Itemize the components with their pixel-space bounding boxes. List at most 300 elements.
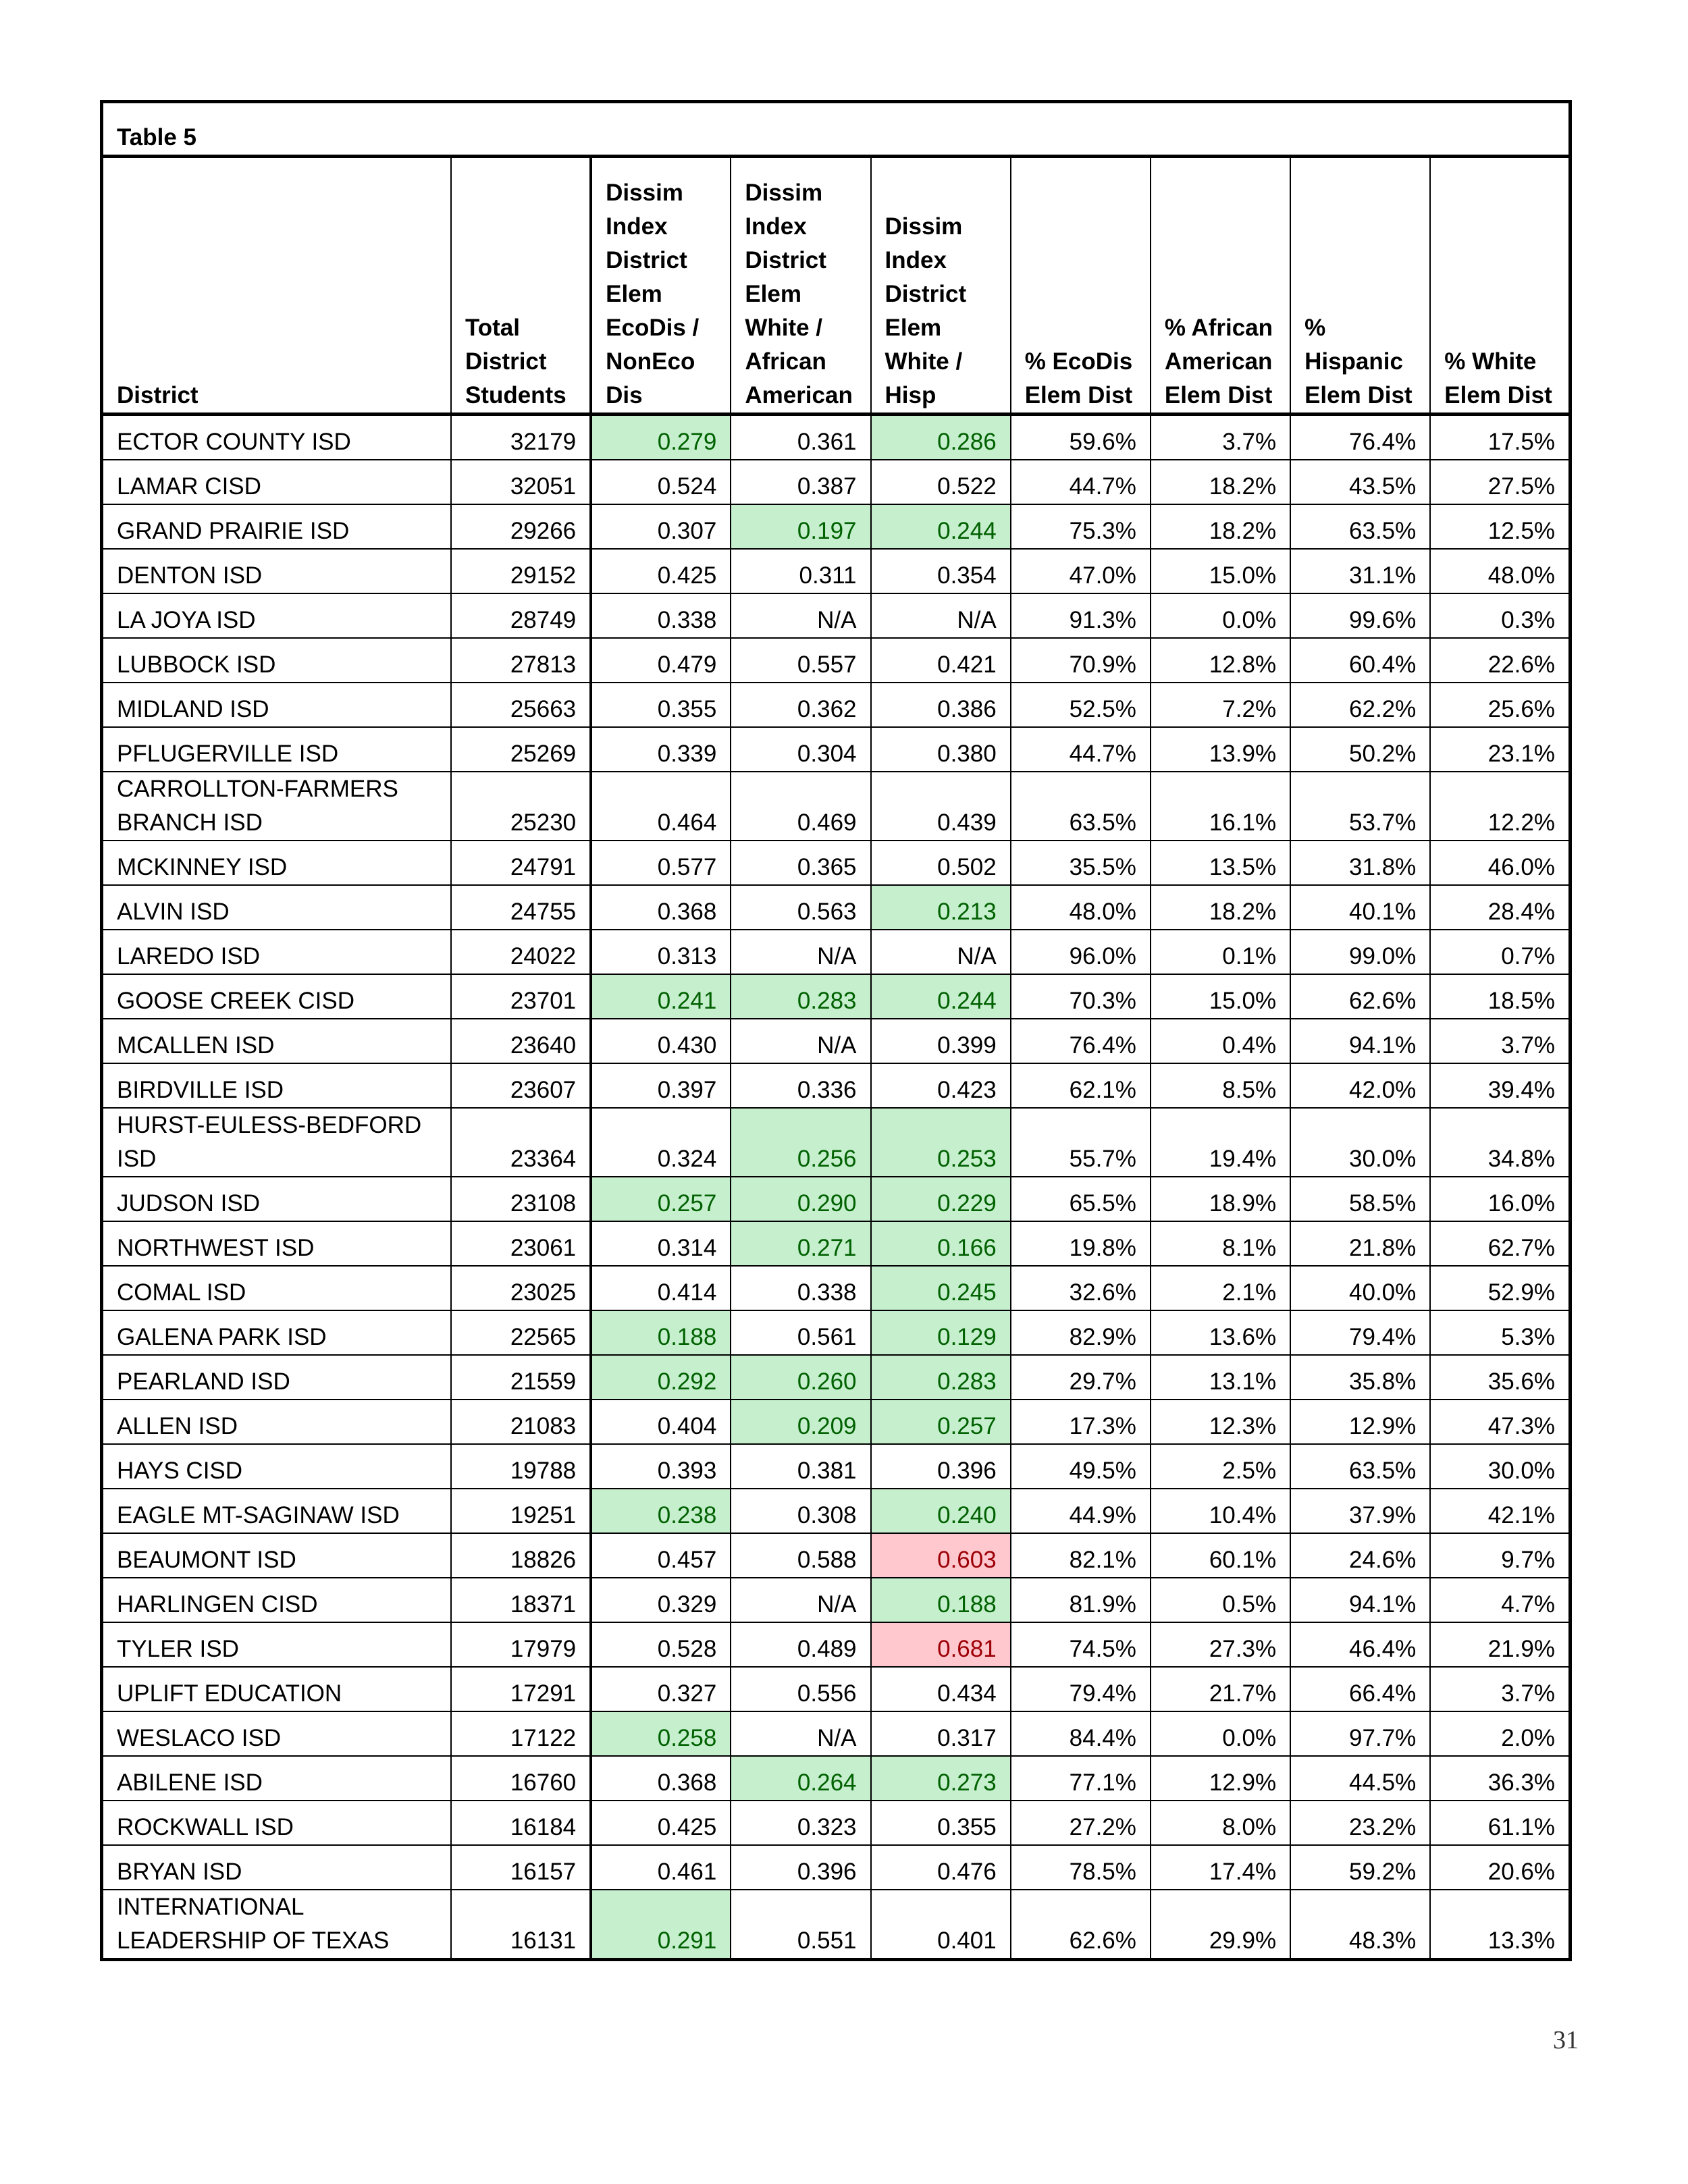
table-cell: 0.469 (731, 772, 870, 841)
table-cell: 18371 (451, 1578, 591, 1622)
table-cell: 27.5% (1430, 460, 1570, 504)
table-cell: N/A (871, 593, 1011, 638)
table-cell: 0.439 (871, 772, 1011, 841)
table-cell: 13.9% (1151, 727, 1290, 772)
table-cell: 96.0% (1011, 930, 1151, 974)
table-cell: 12.9% (1151, 1756, 1290, 1801)
table-cell: 2.0% (1430, 1711, 1570, 1756)
table-caption: Table 5 (102, 102, 1571, 157)
table-cell: 0.362 (731, 683, 870, 727)
table-cell: 3.7% (1151, 415, 1290, 460)
table-cell: 66.4% (1290, 1667, 1430, 1711)
table-cell: 74.5% (1011, 1622, 1151, 1667)
table-cell: 44.7% (1011, 727, 1151, 772)
table-cell: 43.5% (1290, 460, 1430, 504)
table-cell: 0.386 (871, 683, 1011, 727)
table-cell: 50.2% (1290, 727, 1430, 772)
table-cell: N/A (731, 1578, 870, 1622)
district-name-cell: BRYAN ISD (102, 1845, 451, 1890)
table-cell: 28.4% (1430, 885, 1570, 930)
table-cell: 0.396 (871, 1444, 1011, 1489)
table-cell: 60.4% (1290, 638, 1430, 683)
table-row (102, 415, 1571, 460)
table-cell: 0.476 (871, 1845, 1011, 1890)
table-cell: 0.489 (731, 1622, 870, 1667)
table-cell: 0.434 (871, 1667, 1011, 1711)
table-cell: 0.557 (731, 638, 870, 683)
table-cell: 31.8% (1290, 841, 1430, 885)
table-cell: 32179 (451, 415, 591, 460)
table-cell: 0.197 (731, 504, 870, 549)
table-cell: 0.338 (731, 1266, 870, 1310)
table-row (102, 593, 1571, 638)
table-cell: 0.354 (871, 549, 1011, 593)
table-cell: 5.3% (1430, 1310, 1570, 1355)
table-cell: 16157 (451, 1845, 591, 1890)
district-name-cell: JUDSON ISD (102, 1177, 451, 1221)
table-cell: 0.238 (591, 1489, 731, 1533)
table-cell: 0.313 (591, 930, 731, 974)
district-name-cell: PFLUGERVILLE ISD (102, 727, 451, 772)
table-cell: 0.336 (731, 1063, 870, 1108)
table-row (102, 772, 1571, 841)
table-row (102, 930, 1571, 974)
table-cell: 63.5% (1011, 772, 1151, 841)
table-cell: 0.414 (591, 1266, 731, 1310)
table-cell: 42.0% (1290, 1063, 1430, 1108)
district-name-cell: NORTHWEST ISD (102, 1221, 451, 1266)
table-cell: 0.339 (591, 727, 731, 772)
table-cell: 34.8% (1430, 1108, 1570, 1177)
table-cell: 0.522 (871, 460, 1011, 504)
column-header-2: Total District Students (451, 157, 591, 415)
table-cell: 16.1% (1151, 772, 1290, 841)
table-cell: 13.3% (1430, 1890, 1570, 1960)
table-cell: 25663 (451, 683, 591, 727)
district-name-cell: GALENA PARK ISD (102, 1310, 451, 1355)
table-cell: 63.5% (1290, 504, 1430, 549)
table-cell: 82.1% (1011, 1533, 1151, 1578)
page-number: 31 (1553, 2026, 1579, 2054)
district-name-cell: ROCKWALL ISD (102, 1801, 451, 1845)
table-cell: 0.528 (591, 1622, 731, 1667)
district-name-cell: LAMAR CISD (102, 460, 451, 504)
district-name-cell: HURST-EULESS-BEDFORD ISD (102, 1108, 451, 1177)
table-cell: 12.3% (1151, 1400, 1290, 1444)
table-cell: 0.283 (871, 1355, 1011, 1400)
table-cell: 0.430 (591, 1019, 731, 1063)
table-cell: 0.563 (731, 885, 870, 930)
column-header-9: % White Elem Dist (1430, 157, 1570, 415)
table-cell: 55.7% (1011, 1108, 1151, 1177)
table-cell: 62.1% (1011, 1063, 1151, 1108)
table-cell: 0.271 (731, 1221, 870, 1266)
table-cell: 0.380 (871, 727, 1011, 772)
table-cell: 23364 (451, 1108, 591, 1177)
table-cell: 24.6% (1290, 1533, 1430, 1578)
table-cell: 42.1% (1430, 1489, 1570, 1533)
table-cell: 0.329 (591, 1578, 731, 1622)
table-cell: 0.257 (591, 1177, 731, 1221)
table-cell: 0.387 (731, 460, 870, 504)
table-cell: 0.260 (731, 1355, 870, 1400)
table-cell: 18826 (451, 1533, 591, 1578)
table-cell: 24022 (451, 930, 591, 974)
table-cell: 0.7% (1430, 930, 1570, 974)
table-cell: 0.423 (871, 1063, 1011, 1108)
table-cell: 47.0% (1011, 549, 1151, 593)
table-cell: 4.7% (1430, 1578, 1570, 1622)
table-row (102, 1489, 1571, 1533)
table-cell: 0.393 (591, 1444, 731, 1489)
table-cell: 0.588 (731, 1533, 870, 1578)
table-cell: 0.365 (731, 841, 870, 885)
table-row (102, 1310, 1571, 1355)
table-cell: 0.502 (871, 841, 1011, 885)
table-cell: 76.4% (1011, 1019, 1151, 1063)
table-cell: 18.2% (1151, 885, 1290, 930)
table-cell: 0.603 (871, 1533, 1011, 1578)
table-cell: 2.1% (1151, 1266, 1290, 1310)
table-cell: 48.0% (1430, 549, 1570, 593)
table-row (102, 1266, 1571, 1310)
column-header-4: Dissim Index District Elem White / African American (731, 157, 870, 415)
table-cell: 35.5% (1011, 841, 1151, 885)
table-cell: 31.1% (1290, 549, 1430, 593)
district-name-cell: BEAUMONT ISD (102, 1533, 451, 1578)
district-name-cell: ALLEN ISD (102, 1400, 451, 1444)
table-cell: 62.2% (1290, 683, 1430, 727)
district-name-cell: CARROLLTON-FARMERS BRANCH ISD (102, 772, 451, 841)
table-body (102, 415, 1571, 1960)
table-cell: 0.3% (1430, 593, 1570, 638)
table-row (102, 1890, 1571, 1960)
table-cell: 23061 (451, 1221, 591, 1266)
table-cell: 0.461 (591, 1845, 731, 1890)
table-cell: 0.361 (731, 415, 870, 460)
table-cell: 21.9% (1430, 1622, 1570, 1667)
table-row (102, 549, 1571, 593)
table-cell: 17979 (451, 1622, 591, 1667)
table-cell: 23607 (451, 1063, 591, 1108)
table-cell: 23701 (451, 974, 591, 1019)
table-cell: N/A (731, 930, 870, 974)
table-cell: 82.9% (1011, 1310, 1151, 1355)
district-name-cell: COMAL ISD (102, 1266, 451, 1310)
table-cell: 46.4% (1290, 1622, 1430, 1667)
column-header-8: % Hispanic Elem Dist (1290, 157, 1430, 415)
table-row (102, 504, 1571, 549)
table-cell: 17122 (451, 1711, 591, 1756)
table-cell: 53.7% (1290, 772, 1430, 841)
table-cell: 8.5% (1151, 1063, 1290, 1108)
district-name-cell: GOOSE CREEK CISD (102, 974, 451, 1019)
table-cell: 0.577 (591, 841, 731, 885)
table-cell: 0.425 (591, 549, 731, 593)
district-name-cell: LAREDO ISD (102, 930, 451, 974)
table-cell: 62.6% (1290, 974, 1430, 1019)
table-cell: 97.7% (1290, 1711, 1430, 1756)
district-name-cell: PEARLAND ISD (102, 1355, 451, 1400)
table-cell: 48.3% (1290, 1890, 1430, 1960)
table-cell: 0.479 (591, 638, 731, 683)
table-cell: 15.0% (1151, 974, 1290, 1019)
table-cell: 18.2% (1151, 460, 1290, 504)
table-cell: 0.245 (871, 1266, 1011, 1310)
table-cell: 23.1% (1430, 727, 1570, 772)
district-name-cell: ALVIN ISD (102, 885, 451, 930)
table-row (102, 1756, 1571, 1801)
table-cell: 0.425 (591, 1801, 731, 1845)
table-cell: 52.9% (1430, 1266, 1570, 1310)
table-row (102, 1845, 1571, 1890)
table-cell: 94.1% (1290, 1019, 1430, 1063)
table-cell: 27813 (451, 638, 591, 683)
table-cell: 62.6% (1011, 1890, 1151, 1960)
table-cell: 0.290 (731, 1177, 870, 1221)
table-cell: 32051 (451, 460, 591, 504)
table-cell: 35.6% (1430, 1355, 1570, 1400)
table-cell: 12.2% (1430, 772, 1570, 841)
table-cell: 0.229 (871, 1177, 1011, 1221)
table-cell: 0.241 (591, 974, 731, 1019)
table-cell: 0.188 (871, 1578, 1011, 1622)
table-cell: 0.264 (731, 1756, 870, 1801)
table-cell: 99.0% (1290, 930, 1430, 974)
table-cell: 75.3% (1011, 504, 1151, 549)
table-cell: 27.2% (1011, 1801, 1151, 1845)
table-row (102, 1108, 1571, 1177)
table-cell: 10.4% (1151, 1489, 1290, 1533)
table-cell: 0.209 (731, 1400, 870, 1444)
table-cell: 3.7% (1430, 1667, 1570, 1711)
table-cell: 0.256 (731, 1108, 870, 1177)
table-cell: 81.9% (1011, 1578, 1151, 1622)
table-cell: 79.4% (1290, 1310, 1430, 1355)
table-cell: 40.1% (1290, 885, 1430, 930)
table-row (102, 1019, 1571, 1063)
table-cell: 8.0% (1151, 1801, 1290, 1845)
column-header-7: % African American Elem Dist (1151, 157, 1290, 415)
table-cell: 0.0% (1151, 1711, 1290, 1756)
table-cell: 0.240 (871, 1489, 1011, 1533)
table-cell: 0.253 (871, 1108, 1011, 1177)
table-row (102, 1355, 1571, 1400)
table-cell: 29.9% (1151, 1890, 1290, 1960)
table-row (102, 1711, 1571, 1756)
table-cell: 0.279 (591, 415, 731, 460)
table-cell: 25269 (451, 727, 591, 772)
table-cell: 18.5% (1430, 974, 1570, 1019)
table-cell: 19.4% (1151, 1108, 1290, 1177)
table-cell: 23108 (451, 1177, 591, 1221)
table-cell: 59.6% (1011, 415, 1151, 460)
table-cell: 0.551 (731, 1890, 870, 1960)
table-cell: 0.327 (591, 1667, 731, 1711)
table-cell: 17291 (451, 1667, 591, 1711)
table-cell: 78.5% (1011, 1845, 1151, 1890)
table-cell: 0.421 (871, 638, 1011, 683)
district-name-cell: HARLINGEN CISD (102, 1578, 451, 1622)
table-cell: 20.6% (1430, 1845, 1570, 1890)
district-name-cell: ECTOR COUNTY ISD (102, 415, 451, 460)
table-cell: 28749 (451, 593, 591, 638)
table-cell: 18.2% (1151, 504, 1290, 549)
table-cell: 48.0% (1011, 885, 1151, 930)
district-name-cell: WESLACO ISD (102, 1711, 451, 1756)
table-cell: 19788 (451, 1444, 591, 1489)
table-cell: 44.7% (1011, 460, 1151, 504)
table-cell: 13.1% (1151, 1355, 1290, 1400)
table-cell: N/A (731, 593, 870, 638)
table-cell: 0.399 (871, 1019, 1011, 1063)
column-header-1: District (102, 157, 451, 415)
table-cell: 30.0% (1430, 1444, 1570, 1489)
table-cell: 17.3% (1011, 1400, 1151, 1444)
table-cell: 25.6% (1430, 683, 1570, 727)
table-cell: 21559 (451, 1355, 591, 1400)
table-cell: 0.283 (731, 974, 870, 1019)
table-cell: 21083 (451, 1400, 591, 1444)
data-table-container (100, 100, 1572, 1961)
table-cell: 0.524 (591, 460, 731, 504)
table-cell: 0.292 (591, 1355, 731, 1400)
table-cell: 24791 (451, 841, 591, 885)
table-cell: 29.7% (1011, 1355, 1151, 1400)
table-cell: 36.3% (1430, 1756, 1570, 1801)
column-header-3: Dissim Index District Elem EcoDis / NonEco Dis (591, 157, 731, 415)
table-row (102, 460, 1571, 504)
district-name-cell: ABILENE ISD (102, 1756, 451, 1801)
table-cell: 47.3% (1430, 1400, 1570, 1444)
table-row (102, 683, 1571, 727)
table-cell: 70.3% (1011, 974, 1151, 1019)
table-cell: 91.3% (1011, 593, 1151, 638)
table-cell: 61.1% (1430, 1801, 1570, 1845)
table-cell: 94.1% (1290, 1578, 1430, 1622)
table-cell: 2.5% (1151, 1444, 1290, 1489)
table-cell: 63.5% (1290, 1444, 1430, 1489)
table-cell: 37.9% (1290, 1489, 1430, 1533)
table-cell: 16184 (451, 1801, 591, 1845)
table-cell: 0.338 (591, 593, 731, 638)
table-row (102, 638, 1571, 683)
table-cell: 62.7% (1430, 1221, 1570, 1266)
table-cell: 24755 (451, 885, 591, 930)
column-header-6: % EcoDis Elem Dist (1011, 157, 1151, 415)
table-cell: 79.4% (1011, 1667, 1151, 1711)
table-cell: 44.5% (1290, 1756, 1430, 1801)
table-cell: 0.307 (591, 504, 731, 549)
table-row (102, 1667, 1571, 1711)
table-cell: 0.397 (591, 1063, 731, 1108)
district-name-cell: EAGLE MT-SAGINAW ISD (102, 1489, 451, 1533)
table-cell: 0.257 (871, 1400, 1011, 1444)
table-row (102, 974, 1571, 1019)
table-row (102, 841, 1571, 885)
table-cell: 99.6% (1290, 593, 1430, 638)
district-name-cell: HAYS CISD (102, 1444, 451, 1489)
district-name-cell: UPLIFT EDUCATION (102, 1667, 451, 1711)
table-row (102, 1444, 1571, 1489)
table-cell: 0.213 (871, 885, 1011, 930)
table-row (102, 885, 1571, 930)
table-cell: 39.4% (1430, 1063, 1570, 1108)
table-cell: 22565 (451, 1310, 591, 1355)
table-cell: 35.8% (1290, 1355, 1430, 1400)
table-row (102, 1177, 1571, 1221)
table-cell: N/A (731, 1711, 870, 1756)
table-cell: 77.1% (1011, 1756, 1151, 1801)
table-cell: 0.286 (871, 415, 1011, 460)
table-cell: 0.314 (591, 1221, 731, 1266)
table-row (102, 1801, 1571, 1845)
table-cell: 19.8% (1011, 1221, 1151, 1266)
table-cell: 8.1% (1151, 1221, 1290, 1266)
table-cell: 0.323 (731, 1801, 870, 1845)
table-cell: 25230 (451, 772, 591, 841)
table-cell: 0.396 (731, 1845, 870, 1890)
table-cell: 0.556 (731, 1667, 870, 1711)
table-cell: 12.5% (1430, 504, 1570, 549)
table-cell: 23025 (451, 1266, 591, 1310)
district-name-cell: TYLER ISD (102, 1622, 451, 1667)
table-cell: 0.244 (871, 504, 1011, 549)
table-cell: 23640 (451, 1019, 591, 1063)
table-cell: 0.304 (731, 727, 870, 772)
table-cell: 0.355 (591, 683, 731, 727)
table-cell: 0.258 (591, 1711, 731, 1756)
table-cell: 0.1% (1151, 930, 1290, 974)
table-cell: 16760 (451, 1756, 591, 1801)
table-row (102, 1063, 1571, 1108)
table-cell: 13.5% (1151, 841, 1290, 885)
table-cell: 22.6% (1430, 638, 1570, 683)
table-cell: 0.404 (591, 1400, 731, 1444)
table-cell: 0.681 (871, 1622, 1011, 1667)
table-cell: 0.273 (871, 1756, 1011, 1801)
table-cell: 17.5% (1430, 415, 1570, 460)
table-cell: N/A (731, 1019, 870, 1063)
column-header-5: Dissim Index District Elem White / Hisp (871, 157, 1011, 415)
table-cell: 12.9% (1290, 1400, 1430, 1444)
table-cell: 0.244 (871, 974, 1011, 1019)
district-name-cell: MIDLAND ISD (102, 683, 451, 727)
table-row (102, 1221, 1571, 1266)
district-name-cell: LA JOYA ISD (102, 593, 451, 638)
table-header-row (102, 157, 1571, 415)
table-cell: 21.7% (1151, 1667, 1290, 1711)
district-name-cell: BIRDVILLE ISD (102, 1063, 451, 1108)
table-cell: 12.8% (1151, 638, 1290, 683)
table-cell: 59.2% (1290, 1845, 1430, 1890)
table-cell: 13.6% (1151, 1310, 1290, 1355)
table-cell: 58.5% (1290, 1177, 1430, 1221)
table-cell: 27.3% (1151, 1622, 1290, 1667)
table-cell: 18.9% (1151, 1177, 1290, 1221)
table-row (102, 727, 1571, 772)
table-cell: 60.1% (1151, 1533, 1290, 1578)
table-cell: 0.317 (871, 1711, 1011, 1756)
table-cell: 0.5% (1151, 1578, 1290, 1622)
table-cell: 0.4% (1151, 1019, 1290, 1063)
table-cell: 21.8% (1290, 1221, 1430, 1266)
table-cell: 0.308 (731, 1489, 870, 1533)
table-cell: 7.2% (1151, 683, 1290, 727)
table-cell: 0.457 (591, 1533, 731, 1578)
table-cell: 0.324 (591, 1108, 731, 1177)
table-cell: 23.2% (1290, 1801, 1430, 1845)
